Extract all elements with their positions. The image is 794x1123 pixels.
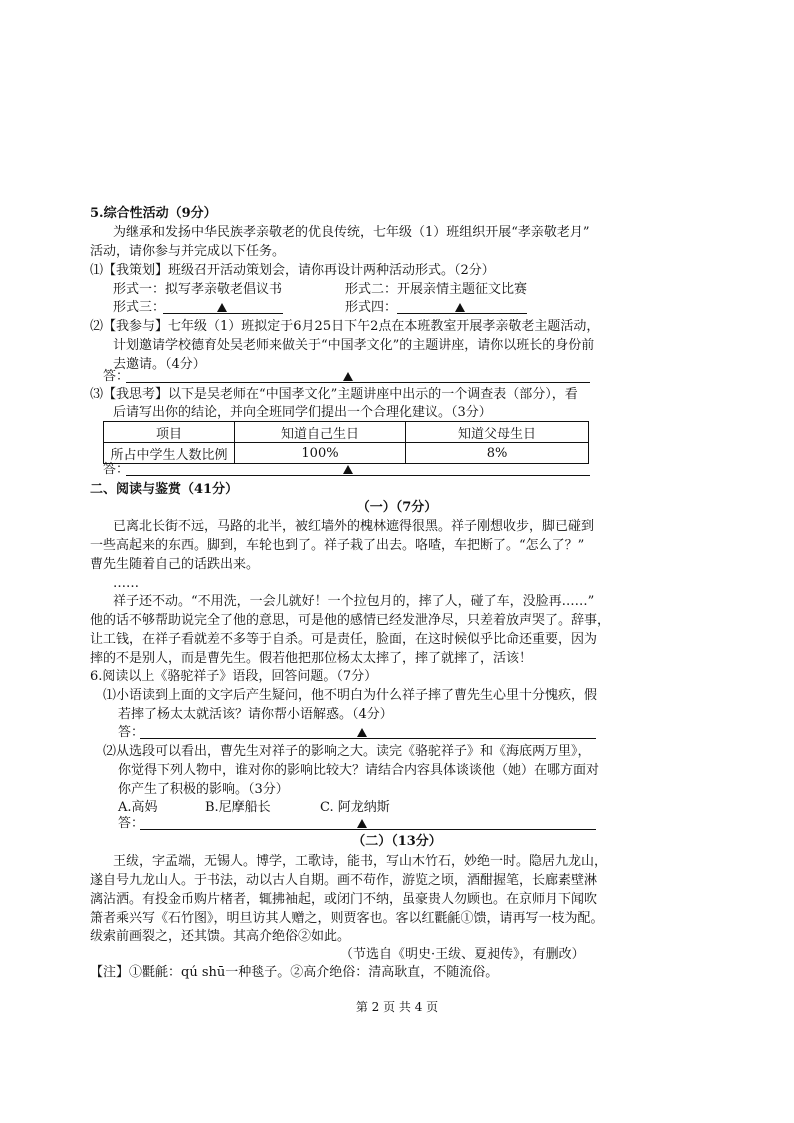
q6-1-line-2: 若摔了杨太太就活该？请你帮小语解惑。（4分） <box>118 707 393 722</box>
passage-1-line: 已离北长街不远，马路的北半，被红墙外的槐林遮得很黑。祥子刚想收步，脚已碰到 <box>113 519 595 534</box>
table-header-cell: 知道自己生日 <box>235 422 406 443</box>
q6-title: 6.阅读以上《骆驼祥子》语段，回答问题。（7分） <box>90 669 378 684</box>
part-2-title: （二）（13分） <box>352 834 442 849</box>
option-b: B.尼摩船长 <box>205 800 271 815</box>
q5-part2-answer-line[interactable] <box>126 382 590 383</box>
triangle-marker-icon <box>357 728 367 737</box>
part-1-title: （一）（7分） <box>356 500 438 515</box>
form-4-label: 形式四： <box>345 300 398 315</box>
q6-2-line-1: ⑵从选段可以看出，曹先生对祥子的影响之大。读完《骆驼祥子》和《海底两万里》， <box>103 744 591 759</box>
q6-2-line-2: 你觉得下列人物中，谁对你的影响比较大？请结合内容具体谈谈他（她）在哪方面对 <box>118 763 600 778</box>
passage-1-line: …… <box>113 576 139 591</box>
passage-2-line: 箫者乘兴写《石竹图》，明旦访其人赠之，则贾客也。客以红氍毹①馈，请再写一枝为配。 <box>90 911 604 926</box>
answer-label: 答： <box>103 369 130 384</box>
survey-table <box>103 421 589 464</box>
triangle-marker-icon <box>455 303 465 312</box>
q5-part2-line-2: 计划邀请学校德育处吴老师来做关于“中国孝文化”的主题讲座，请你以班长的身份前 <box>113 338 595 353</box>
triangle-marker-icon <box>343 465 353 474</box>
answer-label: 答： <box>103 462 130 477</box>
table-header-row <box>104 422 589 443</box>
table-row <box>104 443 589 464</box>
q6-2-line-3: 你产生了积极的影响。（3分） <box>118 782 289 797</box>
passage-1-line: 摔的不是别人，而是曹先生。假若他把那位杨太太摔了，摔了就摔了，活该！ <box>90 651 533 666</box>
table-cell: 所占中学生人数比例 <box>104 443 235 464</box>
q5-part3-line-1: ⑶【我思考】以下是吴老师在“中国孝文化”主题讲座中出示的一个调查表（部分），看 <box>90 387 578 402</box>
passage-2-line: 漓沾洒。有投金币购片楮者，辄拂袖起，或闭门不纳，虽豪贵人勿顾也。在京师月下闻吹 <box>90 892 598 907</box>
passage-1-line: 一些高起来的东西。脚到，车轮也到了。祥子栽了出去。咯喳，车把断了。“怎么了？” <box>90 538 585 553</box>
form-2: 形式二：开展亲情主题征文比赛 <box>345 282 528 297</box>
q5-part2-line-1: ⑵【我参与】七年级（1）班拟定于6月25日下午2点在本班教室开展孝亲敬老主题活动， <box>90 319 600 334</box>
passage-2-line: 绂索前画裂之，还其馈。其高介绝俗②如此。 <box>90 929 351 944</box>
table-cell: 100% <box>235 443 406 464</box>
triangle-marker-icon <box>217 303 227 312</box>
passage-1-line: 让工钱，在祥子看就差不多等于自杀。可是责任，脸面，在这时候似乎比命还重要，因为 <box>90 632 598 647</box>
footnote: 【注】①氍毹：qú shū一种毯子。②高介绝俗：清高耿直，不随流俗。 <box>90 965 499 980</box>
q5-part3-line-2: 后请写出你的结论，并向全班同学们提出一个合理化建议。（3分） <box>113 405 492 420</box>
q6-2-answer-line[interactable] <box>140 829 596 830</box>
section-2-title: 二、阅读与鉴赏（41分） <box>90 482 239 497</box>
q5-intro-line-1: 为继承和发扬中华民族孝亲敬老的优良传统，七年级（1）班组织开展“孝亲敬老月” <box>113 225 590 240</box>
source-citation: （节选自《明史·王绂、夏昶传》，有删改） <box>340 947 585 962</box>
form-3-label: 形式三： <box>113 300 166 315</box>
table-cell: 8% <box>406 443 589 464</box>
q6-1-line-1: ⑴小语读到上面的文字后产生疑问，他不明白为什么祥子摔了曹先生心里十分愧疚，假 <box>103 688 598 703</box>
q5-part2-line-3: 去邀请。（4分） <box>113 357 206 372</box>
q5-part3-answer-line[interactable] <box>126 475 590 476</box>
option-c: C. 阿龙纳斯 <box>320 800 390 815</box>
q5-part1-title: ⑴【我策划】班级召开活动策划会，请你再设计两种活动形式。（2分） <box>90 263 495 278</box>
passage-1-line: 祥子还不动。“不用洗，一会儿就好！一个拉包月的，摔了人，碰了车，没脸再……” <box>113 594 595 609</box>
page-footer: 第 2 页 共 4 页 <box>355 1000 439 1014</box>
triangle-marker-icon <box>357 819 367 828</box>
triangle-marker-icon <box>343 372 353 381</box>
table-header-cell: 知道父母生日 <box>406 422 589 443</box>
answer-label: 答： <box>118 816 145 831</box>
q5-title: 5.综合性活动（9分） <box>90 206 217 221</box>
answer-label: 答： <box>118 725 145 740</box>
option-a: A.高妈 <box>118 800 158 815</box>
passage-2-line: 遂自号九龙山人。于书法，动以古人自期。画不苟作，游览之顷，酒酣握笔，长廊素壁淋 <box>90 873 598 888</box>
passage-1-line: 曹先生随着自己的话跌出来。 <box>90 557 260 572</box>
table-header-cell: 项目 <box>104 422 235 443</box>
passage-2-line: 王绂，字孟端，无锡人。博学，工歌诗，能书，写山木竹石，妙绝一时。隐居九龙山， <box>113 854 608 869</box>
form-3-answer-line[interactable] <box>163 313 283 314</box>
passage-1-line: 他的话不够帮助说完全了他的意思，可是他的感情已经发泄净尽，只差着放声哭了。辞事， <box>90 613 611 628</box>
form-4-answer-line[interactable] <box>397 313 527 314</box>
q6-1-answer-line[interactable] <box>140 738 596 739</box>
q5-intro-line-2: 活动，请你参与并完成以下任务。 <box>90 244 286 259</box>
form-1: 形式一：拟写孝亲敬老倡议书 <box>113 282 283 297</box>
